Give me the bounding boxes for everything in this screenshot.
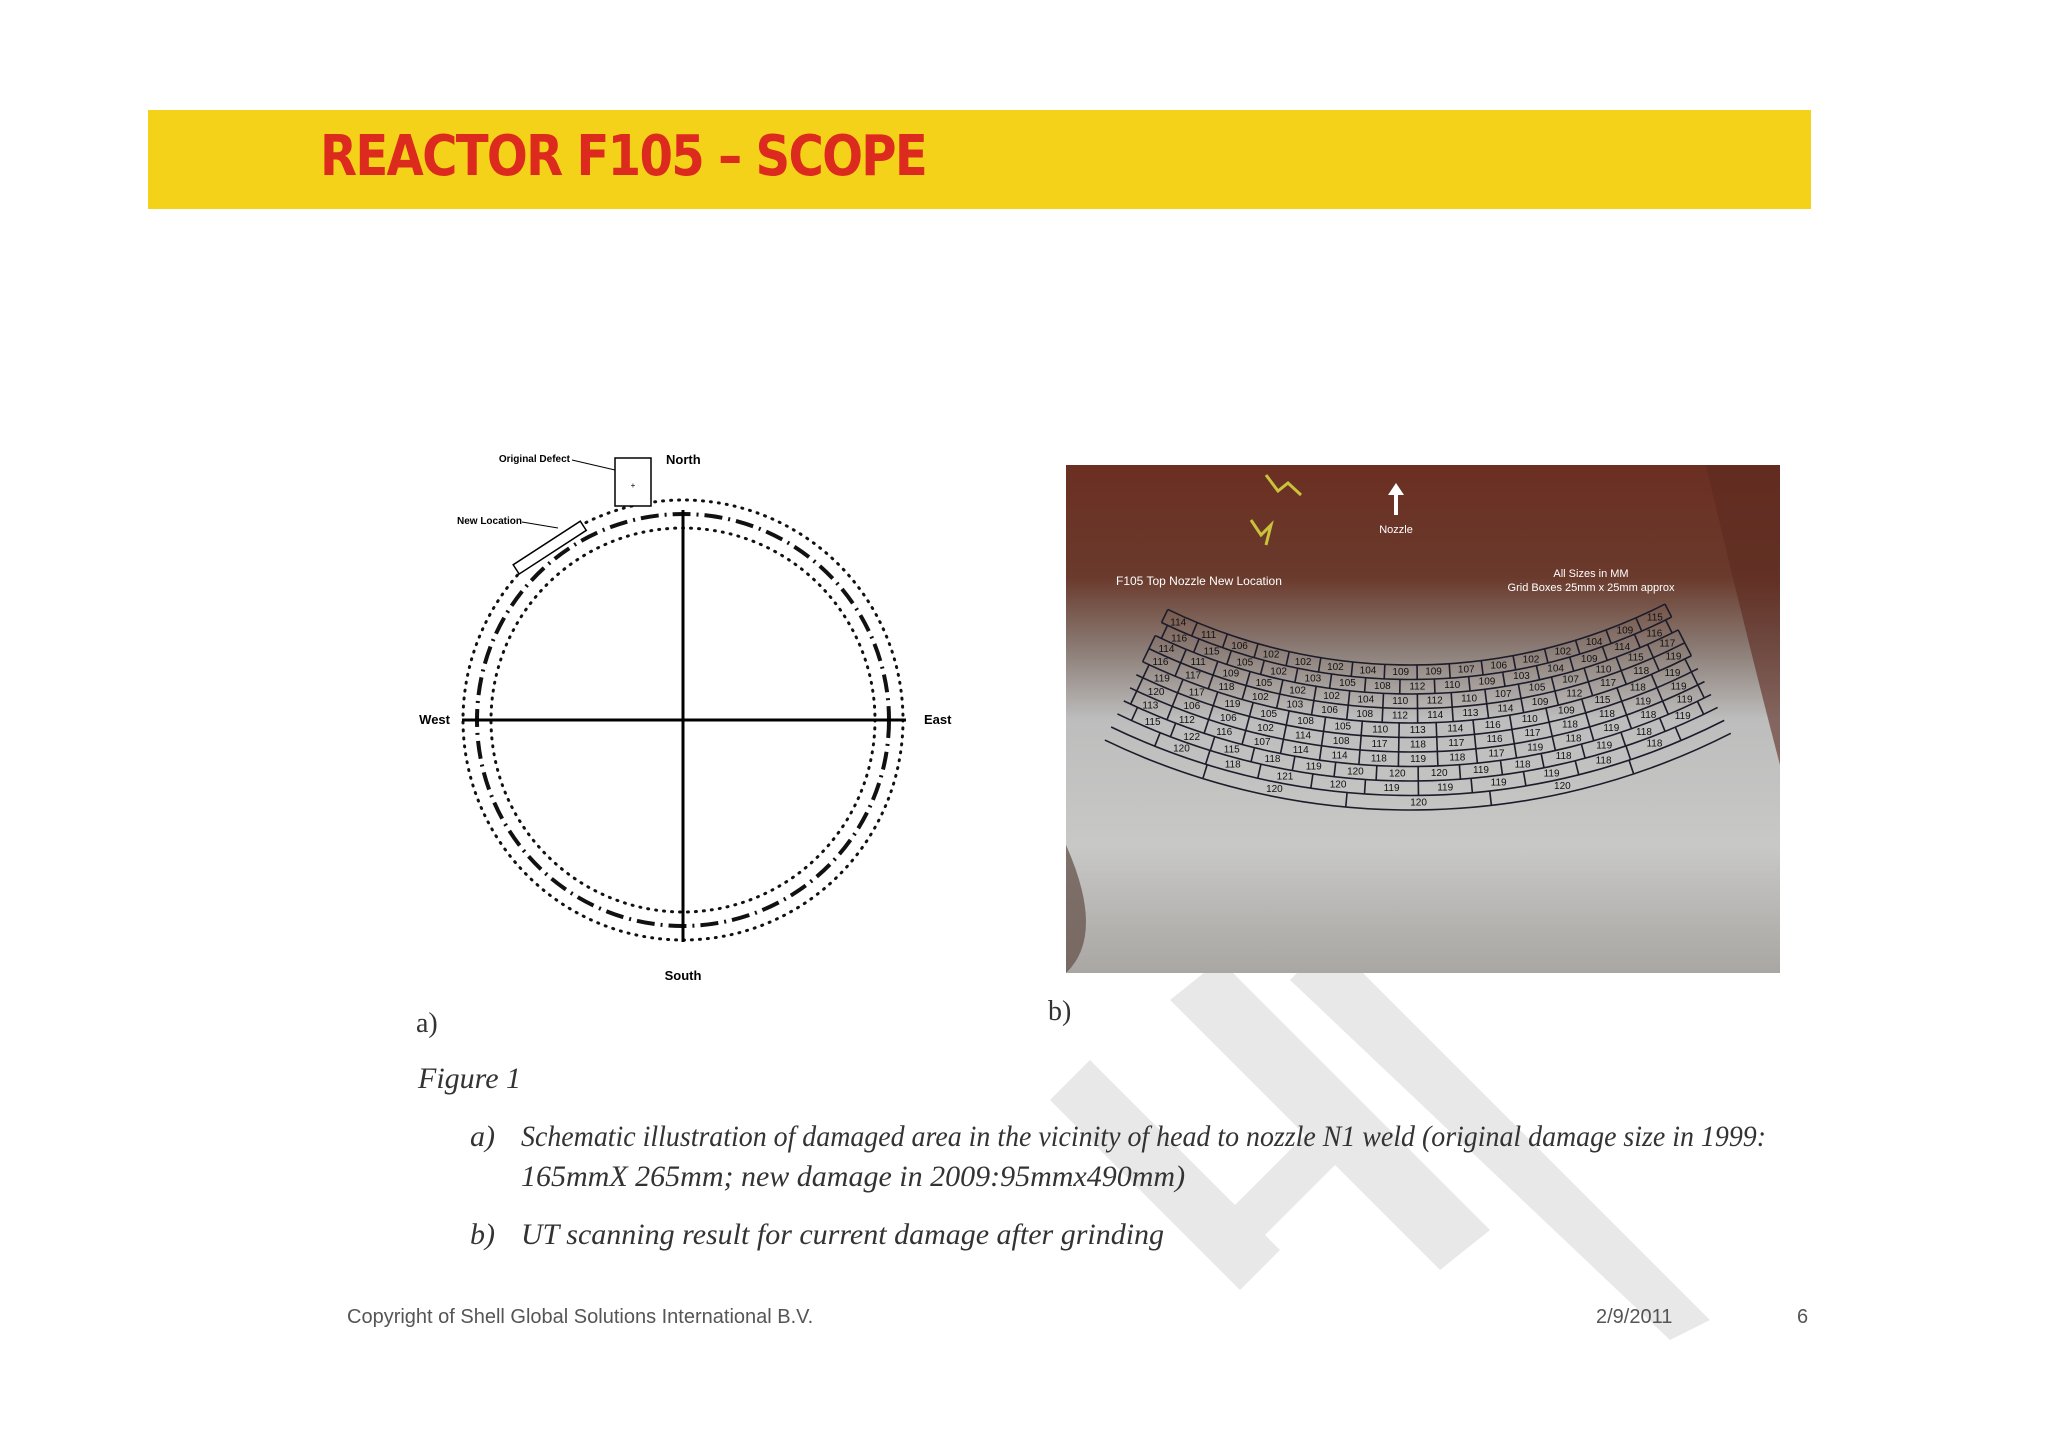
page-number: 6 — [1797, 1306, 1809, 1328]
grid-value: 104 — [1359, 665, 1377, 677]
grid-value: 119 — [1527, 742, 1544, 754]
grid-value: 122 — [1183, 731, 1201, 743]
grid-value: 114 — [1614, 642, 1631, 654]
grid-value: 119 — [1473, 764, 1489, 776]
grid-value: 112 — [1392, 710, 1408, 722]
grid-value: 118 — [1514, 759, 1531, 771]
grid-value: 117 — [1188, 687, 1205, 699]
grid-value: 102 — [1252, 691, 1269, 703]
grid-value: 114 — [1497, 703, 1514, 715]
grid-value: 102 — [1294, 656, 1312, 668]
grid-value: 115 — [1144, 716, 1161, 728]
grid-value: 110 — [1392, 696, 1409, 708]
grid-value: 120 — [1173, 743, 1190, 755]
east-label: East — [924, 712, 952, 727]
schematic-figure — [400, 440, 980, 1000]
grid-value: 105 — [1528, 682, 1546, 694]
copyright-text: Copyright of Shell Global Solutions International B.V. — [347, 1306, 814, 1328]
grid-value: 116 — [1646, 628, 1663, 640]
grid-value: 120 — [1388, 768, 1406, 780]
grid-value: 110 — [1372, 724, 1389, 736]
grid-value: 119 — [1665, 651, 1682, 663]
grid-value: 106 — [1490, 660, 1508, 672]
grid-value: 104 — [1585, 636, 1603, 648]
grid-value: 114 — [1331, 750, 1348, 762]
new-location-label: New Location — [456, 516, 522, 527]
caption-a-line2: 165mmX 265mm; new damage in 2009:95mmx490mm) — [521, 1160, 1186, 1193]
grid-value: 116 — [1484, 719, 1501, 731]
grid-value: 105 — [1236, 657, 1254, 669]
grid-value: 119 — [1674, 711, 1691, 723]
grid-value: 111 — [1200, 630, 1217, 642]
grid-value: 109 — [1558, 705, 1575, 717]
grid-value: 118 — [1640, 709, 1657, 721]
grid-value: 120 — [1554, 781, 1571, 793]
grid-value: 102 — [1522, 654, 1540, 666]
grid-value: 115 — [1203, 646, 1220, 658]
grid-value: 117 — [1659, 638, 1676, 650]
grid-value: 118 — [1565, 733, 1582, 745]
grid-value: 117 — [1600, 678, 1617, 690]
grid-value: 105 — [1255, 677, 1273, 689]
grid-value: 113 — [1409, 725, 1426, 737]
caption-a-line1: Schematic illustration of damaged area in the vicinity of head to nozzle N1 weld (original damage size in 1999: — [521, 1120, 1767, 1153]
grid-value: 102 — [1554, 646, 1572, 658]
grid-value: 119 — [1410, 754, 1427, 766]
grid-value: 120 — [1329, 779, 1347, 791]
grid-value: 119 — [1153, 673, 1170, 685]
title-bar — [148, 110, 1811, 209]
grid-value: 114 — [1447, 723, 1464, 735]
grid-value: 105 — [1339, 678, 1356, 690]
grid-value: 114 — [1292, 744, 1309, 756]
page-title: REACTOR F105 – SCOPE — [320, 124, 927, 189]
grid-value: 108 — [1374, 680, 1391, 692]
grid-value: 118 — [1370, 753, 1387, 765]
grid-value: 109 — [1616, 625, 1634, 637]
grid-value: 118 — [1218, 682, 1235, 694]
grid-value: 103 — [1304, 673, 1322, 685]
grid-value: 114 — [1427, 710, 1444, 722]
grid-value: 117 — [1448, 738, 1465, 750]
grid-value: 115 — [1223, 744, 1240, 756]
grid-value: 120 — [1266, 784, 1283, 796]
grid-value: 113 — [1462, 707, 1479, 719]
grid-value: 106 — [1231, 640, 1248, 652]
grid-value: 107 — [1562, 674, 1579, 686]
grid-value: 121 — [1276, 771, 1294, 783]
grid-value: 114 — [1158, 643, 1175, 655]
grid-value: 113 — [1142, 700, 1159, 712]
grid-value: 119 — [1305, 761, 1322, 773]
panel-b-label: b) — [1048, 996, 1072, 1027]
original-defect-label: Original Defect — [498, 454, 570, 465]
grid-value: 118 — [1449, 752, 1466, 764]
north-label: North — [666, 452, 701, 467]
new-location-leader — [522, 522, 558, 528]
sizes-label-line2: Grid Boxes 25mm x 25mm approx — [1507, 582, 1675, 594]
grid-value: 107 — [1253, 737, 1271, 749]
grid-value: 119 — [1603, 722, 1620, 734]
grid-value: 116 — [1171, 633, 1188, 645]
grid-value: 119 — [1437, 782, 1454, 794]
footer-date: 2/9/2011 — [1596, 1306, 1673, 1328]
grid-value: 110 — [1521, 713, 1538, 725]
nozzle-label: Nozzle — [1379, 524, 1413, 536]
grid-value: 102 — [1257, 722, 1274, 734]
south-label: South — [664, 968, 702, 983]
grid-value: 119 — [1676, 694, 1693, 706]
new-location-strip — [513, 521, 586, 574]
grid-value: 112 — [1178, 714, 1195, 726]
grid-value: 106 — [1219, 713, 1237, 725]
grid-value: 104 — [1547, 663, 1564, 675]
grid-value: 109 — [1531, 696, 1549, 708]
grid-value: 117 — [1488, 748, 1505, 760]
grid-value: 106 — [1321, 705, 1338, 717]
location-label: F105 Top Nozzle New Location — [1116, 574, 1282, 588]
west-label: West — [419, 712, 450, 727]
grid-value: 118 — [1598, 709, 1615, 721]
grid-value: 108 — [1332, 735, 1350, 747]
grid-value: 117 — [1524, 728, 1541, 740]
grid-value: 118 — [1646, 738, 1663, 750]
grid-value: 119 — [1543, 768, 1560, 780]
grid-value: 107 — [1457, 664, 1475, 676]
original-defect-leader — [572, 460, 615, 470]
grid-value: 120 — [1410, 797, 1427, 809]
grid-value: 117 — [1185, 670, 1202, 682]
grid-value: 120 — [1430, 768, 1448, 780]
grid-value: 116 — [1216, 727, 1233, 739]
grid-value: 105 — [1260, 708, 1278, 720]
svg-text:+: + — [630, 481, 636, 490]
grid-value: 104 — [1357, 694, 1375, 706]
grid-value: 118 — [1264, 754, 1281, 766]
grid-value: 108 — [1297, 716, 1314, 728]
caption-b-marker: b) — [470, 1218, 495, 1251]
grid-value: 102 — [1323, 690, 1340, 702]
grid-value: 118 — [1224, 759, 1241, 771]
sizes-label-line1: All Sizes in MM — [1553, 568, 1629, 580]
grid-value: 119 — [1664, 668, 1681, 680]
grid-value: 109 — [1580, 653, 1598, 665]
ut-scan-photo — [1066, 465, 1780, 973]
grid-value: 105 — [1334, 721, 1352, 733]
grid-value: 118 — [1409, 739, 1426, 751]
grid-value: 115 — [1627, 652, 1644, 664]
grid-value: 114 — [1295, 730, 1312, 742]
grid-value: 116 — [1486, 734, 1503, 746]
grid-value: 103 — [1513, 671, 1530, 683]
grid-value: 119 — [1635, 696, 1652, 708]
grid-value: 119 — [1670, 681, 1687, 693]
grid-value: 118 — [1595, 755, 1612, 767]
grid-value: 111 — [1190, 657, 1206, 669]
grid-value: 112 — [1409, 681, 1426, 693]
grid-value: 119 — [1490, 777, 1507, 789]
grid-value: 120 — [1147, 686, 1165, 698]
grid-value: 118 — [1633, 665, 1650, 677]
grid-value: 118 — [1629, 682, 1646, 694]
grid-value: 120 — [1347, 766, 1364, 778]
grid-value: 115 — [1646, 612, 1663, 624]
grid-value: 110 — [1595, 664, 1612, 676]
grid-value: 115 — [1594, 695, 1611, 707]
grid-value: 119 — [1224, 699, 1241, 711]
grid-value: 118 — [1635, 726, 1652, 738]
grid-value: 112 — [1426, 695, 1443, 707]
caption-b-line1: UT scanning result for current damage after grinding — [521, 1218, 1165, 1251]
grid-value: 116 — [1152, 657, 1169, 669]
panel-a-label: a) — [416, 1008, 438, 1039]
grid-value: 110 — [1461, 693, 1478, 705]
grid-value: 109 — [1478, 676, 1496, 688]
grid-value: 102 — [1327, 662, 1344, 674]
grid-value: 117 — [1371, 738, 1388, 750]
grid-value: 109 — [1222, 668, 1240, 680]
grid-value: 107 — [1494, 689, 1512, 701]
grid-value: 109 — [1425, 666, 1442, 678]
grid-value: 118 — [1562, 719, 1578, 731]
grid-value: 110 — [1444, 680, 1461, 692]
grid-value: 119 — [1596, 740, 1613, 752]
grid-value: 102 — [1262, 649, 1280, 661]
grid-value: 114 — [1170, 617, 1187, 629]
grid-value: 102 — [1270, 666, 1287, 678]
grid-value: 119 — [1383, 782, 1400, 794]
grid-value: 109 — [1392, 667, 1410, 679]
grid-value: 108 — [1356, 708, 1374, 720]
grid-value: 106 — [1183, 701, 1201, 713]
grid-value: 102 — [1289, 685, 1306, 697]
grid-value: 118 — [1555, 751, 1572, 763]
figure-title: Figure 1 — [418, 1062, 522, 1095]
grid-value: 103 — [1286, 699, 1304, 711]
grid-value: 112 — [1566, 688, 1583, 700]
caption-a-marker: a) — [470, 1120, 495, 1153]
